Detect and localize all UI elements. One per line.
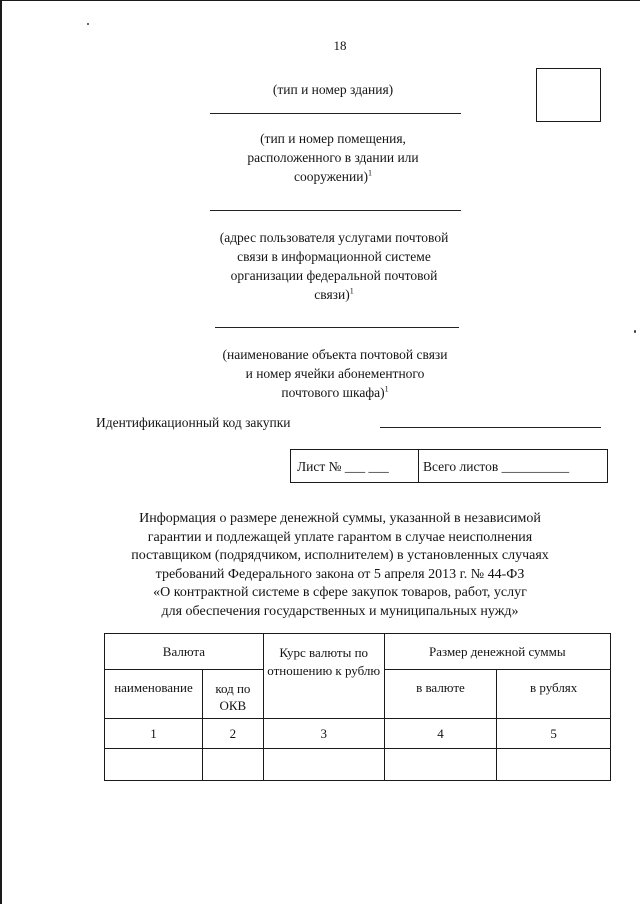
title-line: для обеспечения государственных и муниципальных нужд» [161,603,519,619]
address-caption-line: организации федеральной почтовой [230,268,438,283]
postal-caption-line: (наименование объекта почтовой связи [222,347,448,362]
scan-speck [634,330,636,333]
postal-caption [200,345,470,402]
sheet-box [290,449,608,483]
sheet-divider [418,450,419,482]
postal-caption-line: и номер ячейки абонементного [245,366,425,381]
title-line: Информация о размере денежной суммы, указанной в независимой [139,511,541,526]
data-cell-in-currency[interactable] [384,749,497,781]
scan-speck [87,23,89,25]
total-sheets-field[interactable]: Всего листов __________ [423,459,570,474]
document-title [110,510,570,621]
code-header: код по ОКВ [202,670,263,719]
title-line: требований Федерального закона от 5 апреля 2013 г. № 44-ФЗ [155,566,525,582]
data-cell-code[interactable] [202,749,263,781]
title-line: поставщиком (подрядчиком, исполнителем) в установленных случаях [131,548,549,563]
identification-code-line[interactable] [380,427,601,428]
room-caption-line: сооружении)$^1$ [294,168,372,184]
in-currency-header: в валюте [384,670,497,719]
sheet-number-field[interactable]: Лист № ___ ___ [297,459,389,474]
footnote-mark: 1 [367,168,372,178]
title-line: «О контрактной системе в сфере закупок товаров, работ, услуг [153,585,527,600]
name-header: наименование [105,670,203,719]
in-rubles-header: в рублях [497,670,611,719]
building-line [210,113,461,114]
address-caption-line: связи)$^1$ [314,286,354,302]
column-number: 4 [384,719,497,749]
column-number: 2 [202,719,263,749]
room-caption [198,129,468,186]
address-line [215,327,459,328]
currency-header: Валюта [105,634,264,670]
rate-header: Курс валюты по отношению к рублю [263,634,384,719]
data-cell-rate[interactable] [263,749,384,781]
column-number: 5 [497,719,611,749]
identification-code-label: Идентификационный код закупки [96,415,291,430]
data-cell-in-rubles[interactable] [497,749,611,781]
column-number: 1 [105,719,203,749]
address-caption [200,228,468,304]
room-caption-line: (тип и номер помещения, [260,131,406,146]
data-cell-name[interactable] [105,749,203,781]
money-table [104,633,611,781]
title-line: гарантии и подлежащей уплате гарантом в случае неисполнения [147,529,533,545]
amount-header: Размер денежной суммы [384,634,610,670]
address-caption-line: связи в информационной системе [237,249,431,264]
footnote-mark: 1 [349,286,354,296]
page-number: 18 [333,38,347,53]
room-line [210,210,461,211]
building-caption: (тип и номер здания) [272,82,394,97]
postal-caption-line: почтового шкафа)$^1$ [281,384,389,400]
column-number: 3 [263,719,384,749]
stamp-box [536,68,601,122]
room-caption-line: расположенного в здании или [247,150,419,165]
footnote-mark: 1 [384,384,389,394]
address-caption-line: (адрес пользователя услугами почтовой [219,230,449,245]
